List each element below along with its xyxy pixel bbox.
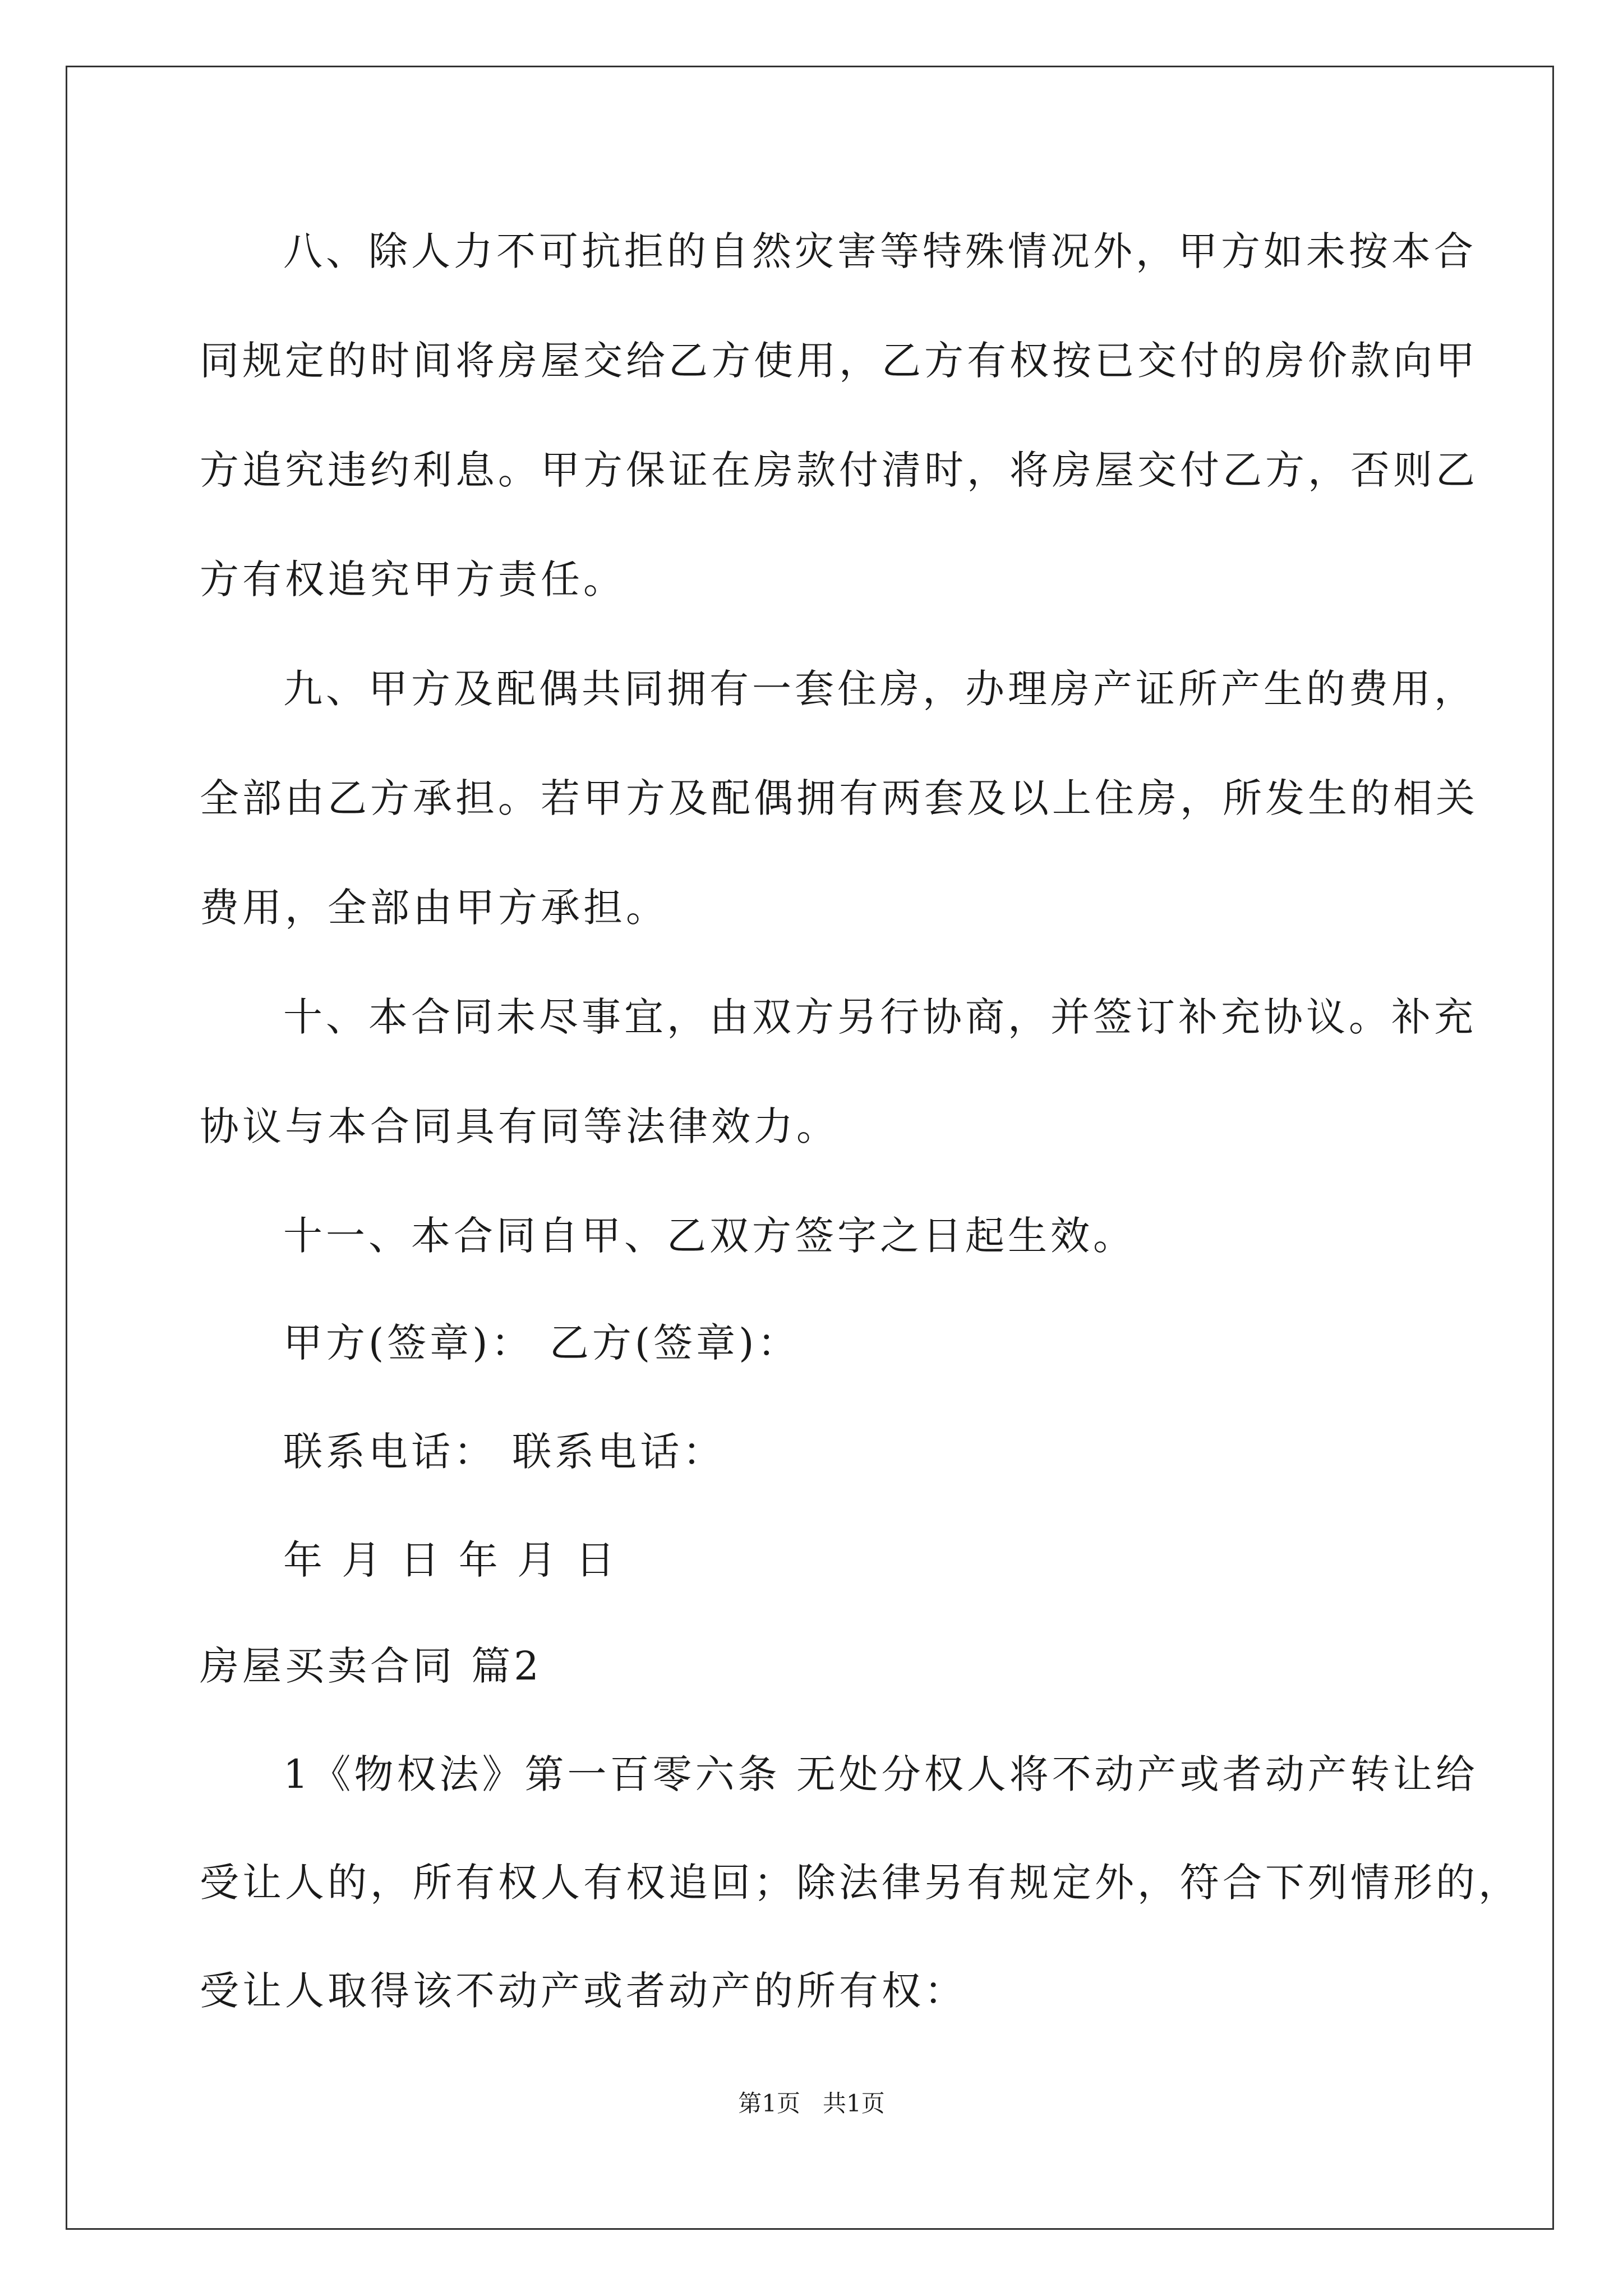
law-line-3: 受让人取得该不动产或者动产的所有权： xyxy=(200,1968,967,2014)
clause-10-line-2: 协议与本合同具有同等法律效力。 xyxy=(200,1103,839,1149)
phone-line: 联系电话： 联系电话： xyxy=(283,1429,726,1475)
clause-9-line-2: 全部由乙方承担。若甲方及配偶拥有两套及以上住房，所发生的相关 xyxy=(200,775,1478,821)
law-line-1: 1《物权法》第一百零六条 无处分权人将不动产或者动产转让给 xyxy=(283,1751,1478,1797)
clause-9-line-3: 费用，全部由甲方承担。 xyxy=(200,885,668,931)
clause-8-line-2: 同规定的时间将房屋交给乙方使用，乙方有权按已交付的房价款向甲 xyxy=(200,338,1478,384)
page-number-footer: 第1页 共1页 xyxy=(738,2090,885,2117)
clause-10-line-1: 十、本合同未尽事宜，由双方另行协商，并签订补充协议。补充 xyxy=(283,994,1477,1040)
law-line-2: 受让人的，所有权人有权追回；除法律另有规定外，符合下列情形的， xyxy=(200,1860,1521,1906)
section-heading: 房屋买卖合同 篇2 xyxy=(200,1643,542,1689)
clause-11: 十一、本合同自甲、乙双方签字之日起生效。 xyxy=(283,1213,1136,1259)
signature-line: 甲方(签章)： 乙方(签章)： xyxy=(283,1320,800,1366)
clause-9-line-1: 九、甲方及配偶共同拥有一套住房，办理房产证所产生的费用， xyxy=(283,666,1477,712)
date-line: 年 月 日 年 月 日 xyxy=(283,1537,619,1583)
clause-8-line-3: 方追究违约利息。甲方保证在房款付清时，将房屋交付乙方，否则乙 xyxy=(200,447,1478,493)
clause-8-line-4: 方有权追究甲方责任。 xyxy=(200,556,626,602)
clause-8-line-1: 八、除人力不可抗拒的自然灾害等特殊情况外，甲方如未按本合 xyxy=(283,228,1477,274)
